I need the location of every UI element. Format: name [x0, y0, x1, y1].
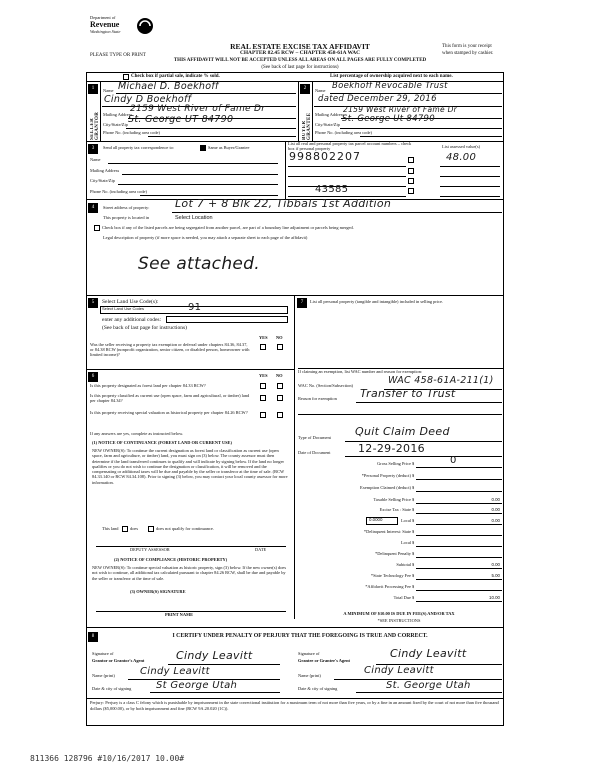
- s6-q1-no[interactable]: [277, 383, 283, 389]
- s6-q2-yes[interactable]: [260, 395, 266, 401]
- grantee-signature: Cindy Leavitt: [390, 647, 467, 660]
- underline: [440, 196, 500, 197]
- underline: [416, 513, 502, 514]
- fee-row-value: 0.00: [491, 497, 500, 502]
- fee-row-label: Subtotal: [396, 562, 411, 567]
- seller-mailing-label: Mailing Address: [103, 112, 133, 117]
- underline: [416, 568, 502, 569]
- additional-codes-label: enter any additional codes:: [102, 317, 162, 323]
- divider: [312, 81, 313, 141]
- owner-signature-label: (3) OWNER(S) SIGNATURE: [130, 589, 186, 594]
- dept-line3: Washington State: [90, 29, 121, 34]
- underline: [150, 692, 280, 693]
- underline: [416, 535, 502, 536]
- buyer-city-label: City/State/Zip: [315, 122, 340, 127]
- parcel-header: List all real and personal property tax parcel account numbers – check box if personal property: [288, 141, 412, 151]
- s6-q3-no[interactable]: [277, 412, 283, 418]
- buyer-side-label: BUYER GRANTEE: [302, 112, 312, 140]
- fee-row-label: Taxable Selling Price: [373, 497, 411, 502]
- seller-side-label: SELLER GRANTOR: [90, 111, 100, 140]
- fee-row-value: 5.00: [491, 573, 500, 578]
- underline: [440, 176, 500, 177]
- reason-label: Reason for exemption: [298, 396, 337, 401]
- s6-q2-no[interactable]: [277, 395, 283, 401]
- personal-property-label: List all personal property (tangible and intangible) included in selling price.: [310, 299, 444, 304]
- divider: [86, 627, 504, 628]
- street-label: Street address of property:: [103, 205, 150, 210]
- same-as-buyer-checkbox[interactable]: [200, 145, 206, 151]
- print-name-label: PRINT NAME: [165, 612, 194, 617]
- parcel-3-personal-checkbox[interactable]: [408, 178, 414, 184]
- certify-statement: I CERTIFY UNDER PENALTY OF PERJURY THAT THE FOREGOING IS TRUE AND CORRECT.: [172, 633, 428, 639]
- dept-line2: Revenue: [90, 20, 120, 29]
- s6-q1: Is this property designated as forest land per chapter 84.33 RCW?: [90, 383, 206, 388]
- send-to-label: Send all property tax correspondence to:: [103, 145, 175, 150]
- corr-mailing-label: Mailing Address: [90, 168, 120, 173]
- additional-codes-input[interactable]: [166, 316, 288, 323]
- same-as-buyer-label: Same as Buyer/Grantee: [208, 145, 250, 150]
- s6-q1-yes[interactable]: [260, 383, 266, 389]
- corr-name-label: Name: [90, 157, 101, 162]
- seller-city-label: City/State/Zip: [103, 122, 128, 127]
- form-see-back: (See back of last page for instructions): [261, 65, 339, 70]
- wac-label: WAC No. (Section/Subsection): [298, 383, 353, 388]
- fee-row-label: Gross Selling Price: [377, 461, 411, 466]
- underline: [416, 479, 502, 480]
- parcel-2-personal-checkbox[interactable]: [408, 168, 414, 174]
- buyer-city: St. George Ut 84790: [342, 114, 435, 124]
- grantor-date-label: Date & city of signing: [92, 686, 132, 691]
- grantee-sig-label1: Signature of: [298, 651, 320, 656]
- seller-name-label: Name: [103, 88, 114, 93]
- underline: [288, 176, 406, 177]
- underline: [340, 128, 502, 129]
- seller-name2: Cindy D Boekhoff: [104, 94, 192, 105]
- fee-row-value: 0.00: [491, 562, 500, 567]
- s6-q3: Is this property receiving special valuation as historical property per chapter 84.26 RCW?: [90, 410, 248, 415]
- legal-label: Legal description of property (if more space is needed, you may attach a separate sheet to each page of the affidavit): [103, 235, 308, 240]
- underline: [148, 136, 296, 137]
- seller-mailing: 2159 West River of Fame Dr: [130, 104, 266, 114]
- underline: [356, 692, 502, 693]
- assessed-header: List assessed value(s): [442, 144, 481, 149]
- form-warning: THIS AFFIDAVIT WILL NOT BE ACCEPTED UNLESS ALL AREAS ON ALL PAGES ARE FULLY COMPLETED: [173, 58, 427, 63]
- section-1-marker: 1: [88, 84, 98, 94]
- s5-exemption-no[interactable]: [277, 344, 283, 350]
- land-does-not-label: does not qualify for continuance.: [156, 526, 214, 531]
- underline: [345, 456, 502, 457]
- fee-row-label: *State Technology Fee: [370, 573, 411, 578]
- land-use-value: 91: [188, 302, 202, 313]
- fee-row-label: Total Due: [393, 595, 411, 600]
- underline: [108, 163, 278, 164]
- fee-row-value: 0.00: [491, 507, 500, 512]
- section-3-marker: 3: [88, 144, 98, 154]
- underline: [172, 212, 502, 213]
- underline: [440, 186, 500, 187]
- land-does-label: does: [130, 526, 139, 531]
- s5-exemption-yes[interactable]: [260, 344, 266, 350]
- doc-type-label: Type of Document: [298, 435, 331, 440]
- grantor-name: Cindy Leavitt: [140, 666, 210, 677]
- s5-yes-header: YES: [259, 335, 268, 340]
- section-6-marker: 6: [88, 372, 98, 382]
- s5-exemption-question: Was the seller receiving a property tax exemption or deferral under chapters 84.36, 84.37, or 84.38 RCW (nonprofit organization, senior citizen, or disabled person, homeowner with limited income)?: [90, 342, 250, 357]
- fee-row-label: *Affidavit Processing Fee: [365, 584, 411, 589]
- buyer-name2: dated December 29, 2016: [318, 94, 437, 104]
- seller-phone-label: Phone No. (including area code): [103, 130, 160, 135]
- please-type: PLEASE TYPE OR PRINT: [90, 53, 146, 58]
- buyer-phone-label: Phone No. (including area code): [315, 130, 372, 135]
- s6-if-yes: If any answers are yes, complete as instructed below.: [90, 431, 184, 436]
- perjury-statement: Perjury: Perjury is a class C felony which is punishable by imprisonment in the state correctional institution for a maximum term of not more than five years, or by a fine in an amount fixed by the court of not more than five thousand dollars ($5,000.00), or by both imprisonment and fine (RCW 9A.20.020 (1C)).: [90, 700, 499, 711]
- divider: [285, 141, 286, 199]
- s5-no-header: NO: [276, 335, 283, 340]
- deputy-assessor-label: DEPUTY ASSESSOR: [130, 547, 170, 552]
- divider: [298, 81, 299, 141]
- recording-stamp: 811366 128796 #10/16/2017 10.00#: [30, 754, 185, 763]
- buyer-mailing: 2159 West River of Fame Dr: [343, 105, 458, 114]
- fee-row-label: Excise Tax : State: [379, 507, 411, 512]
- parcel-1-personal-checkbox[interactable]: [408, 157, 414, 163]
- underline: [140, 195, 278, 196]
- grantor-date: St George Utah: [156, 680, 238, 691]
- notice2-text: NEW OWNER(S): To continue special valuation as historic property, sign (3) below. If the new owner(s) does not wish to continue, all additional tax calculated pursuant to chapter 84.26 RCW, shall be due and payable by the seller or transferor at the time of sale.: [92, 565, 287, 581]
- street-value: Lot 7 + 8 Blk 22, Tibbals 1st Addition: [175, 197, 392, 210]
- seller-name1: Michael D. Boekhoff: [118, 81, 219, 92]
- buyer-mailing-label: Mailing Address: [315, 112, 345, 117]
- underline: [416, 491, 502, 492]
- segregated-label: Check box if any of the listed parcels are being segregated from another parcel, are part of a boundary line adjustment or parcels being merged.: [102, 225, 354, 230]
- s6-q2: Is this property classified as current use (open space, farm and agricultural, or timber) land per chapter 84.34?: [90, 393, 250, 403]
- underline: [416, 590, 502, 591]
- underline: [416, 579, 502, 580]
- land-use-select-text: Select Land Use Codes: [102, 306, 145, 311]
- land-use-label: Select Land Use Code(s):: [102, 299, 159, 305]
- fee-row-label: *Personal Property (deduct): [361, 473, 411, 478]
- fee-row-value: 0: [450, 455, 457, 466]
- corr-phone-label: Phone No. (including area code): [90, 189, 147, 194]
- form-chapter: CHAPTER 82.45 RCW – CHAPTER 458-61A WAC: [239, 50, 361, 56]
- underline: [360, 136, 502, 137]
- receipt-note1: This form is your receipt: [442, 44, 492, 49]
- s6-no-header: NO: [276, 373, 283, 378]
- assessed-1: 48.00: [446, 152, 477, 163]
- this-land-label: This land: [102, 526, 119, 531]
- fee-row-label: Local: [401, 518, 411, 523]
- grantor-signature: Cindy Leavitt: [176, 649, 253, 662]
- partial-sale-label: Check box if partial sale, indicate % sold.: [131, 74, 220, 79]
- buyer-name1: Boekhoff Revocable Trust: [332, 81, 448, 91]
- section-7-marker: 7: [297, 298, 307, 308]
- fee-row-label: *Delinquent Interest: State: [363, 529, 411, 534]
- reason-value: Transfer to Trust: [360, 387, 456, 400]
- divider: [86, 698, 504, 699]
- grantee-name-label: Name (print): [298, 673, 321, 678]
- corr-city-label: City/State/Zip: [90, 178, 115, 183]
- fee-row-label: Exemption Claimed (deduct): [360, 485, 411, 490]
- notice1-title: (1) NOTICE OF CONTINUANCE (FOREST LAND OR CURRENT USE): [92, 440, 232, 445]
- wac-value: WAC 458-61A-211(1): [388, 375, 494, 386]
- grantor-sig-label1: Signature of: [92, 651, 114, 656]
- divider: [100, 81, 101, 141]
- notice1-text: NEW OWNER(S): To continue the current designation as forest land or classification as current use (open space, farm and agriculture, or timber) land, you must sign on (3) below. The county assessor must then determine if the land transferred continues to qualify and will indicate by signing below. If the land no longer qualifies or you do not wish to continue the designation or classification, it will be removed and the compensating or additional taxes will be due and payable by the seller or transferor at the time of sale. (RCW 84.33.140 or RCW 84.34.108). Prior to signing (3) below, you may contact your local county assessor for more information.: [92, 448, 288, 485]
- receipt-note2: when stamped by cashier.: [442, 51, 494, 56]
- exemption-note: If claiming an exemption, list WAC number and reason for exemption:: [298, 369, 423, 374]
- partial-sale-checkbox[interactable]: [123, 74, 129, 80]
- divider: [86, 295, 504, 296]
- underline: [416, 467, 502, 468]
- deputy-date-label: DATE: [255, 547, 267, 552]
- underline: [416, 601, 502, 602]
- located-label: This property is located in: [103, 215, 150, 220]
- parcel-4-personal-checkbox[interactable]: [408, 188, 414, 194]
- form-title: REAL ESTATE EXCISE TAX AFFIDAVIT: [230, 42, 370, 51]
- parcel-2: 43585: [315, 184, 349, 195]
- section-4-marker: 4: [88, 203, 98, 213]
- underline: [126, 128, 296, 129]
- underline: [416, 546, 502, 547]
- grantee-date: St. George Utah: [386, 680, 471, 691]
- underline: [118, 184, 278, 185]
- grantee-date-label: Date & city of signing: [298, 686, 338, 691]
- grantor-sig-label2: Grantor or Grantor's Agent: [92, 658, 145, 663]
- located-select[interactable]: Select Location: [175, 215, 213, 221]
- section-5-marker: 5: [88, 298, 98, 308]
- underline: [356, 402, 502, 403]
- s6-yes-header: YES: [259, 373, 268, 378]
- underline: [298, 414, 502, 415]
- s6-q3-yes[interactable]: [260, 412, 266, 418]
- min-due-note: A MINIMUM OF $10.00 IS DUE IN FEE(S) AND/OR TAX: [343, 611, 455, 616]
- underline: [416, 524, 502, 525]
- ownership-list-label: List percentage of ownership acquired next to each name.: [330, 74, 453, 79]
- land-use-see-back: (See back of last page for instructions): [102, 325, 187, 331]
- fee-row-value: 10.00: [489, 595, 500, 600]
- doc-date-label: Date of Document: [298, 450, 331, 455]
- seller-city: St. George UT 84790: [128, 114, 234, 125]
- buyer-name-label: Name: [315, 88, 326, 93]
- underline: [416, 503, 502, 504]
- grantee-sig-label2: Grantee or Grantee's Agent: [298, 658, 350, 663]
- underline: [416, 557, 502, 558]
- fee-row-label: Local: [401, 540, 411, 545]
- grantee-name: Cindy Leavitt: [364, 665, 434, 676]
- section-8-marker: 8: [88, 632, 98, 642]
- land-does-checkbox[interactable]: [122, 526, 128, 532]
- underline: [122, 174, 278, 175]
- divider: [294, 295, 295, 619]
- section-2-marker: 2: [300, 84, 310, 94]
- notice2-title: (2) NOTICE OF COMPLIANCE (HISTORIC PROPERTY): [114, 557, 228, 562]
- segregated-checkbox[interactable]: [94, 225, 100, 231]
- parcel-1: 998802207: [289, 150, 361, 163]
- divider: [86, 369, 294, 370]
- fee-row-label: *Delinquent Penalty: [375, 551, 411, 556]
- land-does-not-checkbox[interactable]: [148, 526, 154, 532]
- local-rate-value: 0.0000: [369, 517, 383, 522]
- doc-date-value: 12-29-2016: [358, 442, 425, 455]
- underline: [168, 664, 280, 665]
- grantor-name-label: Name (print): [92, 673, 115, 678]
- legal-value: See attached.: [138, 254, 260, 274]
- doc-type-value: Quit Claim Deed: [355, 425, 450, 438]
- underline: [440, 166, 500, 167]
- dept-line1: Department of: [90, 15, 116, 20]
- see-instructions-note: *SEE INSTRUCTIONS: [377, 618, 421, 623]
- underline: [288, 166, 406, 167]
- fee-row-value: 0.00: [491, 518, 500, 523]
